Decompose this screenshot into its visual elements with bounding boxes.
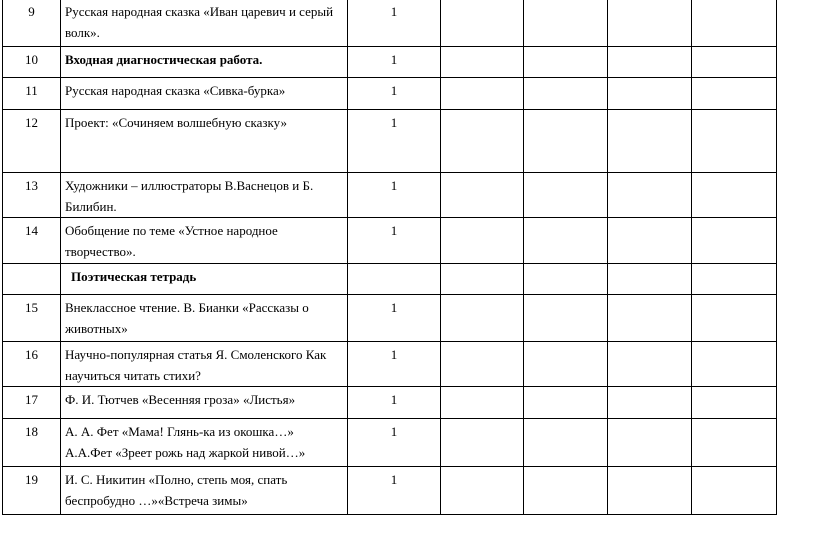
row-title: Входная диагностическая работа. (61, 47, 348, 78)
row-title: Научно-популярная статья Я. Смоленского Как научиться читать стихи? (61, 342, 348, 387)
row-title: Русская народная сказка «Сивка-бурка» (61, 78, 348, 110)
empty-cell (608, 295, 692, 342)
empty-cell (692, 218, 777, 264)
empty-cell (441, 173, 524, 218)
empty-cell (608, 47, 692, 78)
row-title: Ф. И. Тютчев «Весенняя гроза» «Листья» (61, 387, 348, 419)
empty-cell (441, 78, 524, 110)
empty-cell (692, 467, 777, 515)
empty-cell (692, 295, 777, 342)
row-hours: 1 (348, 110, 441, 173)
empty-cell (608, 78, 692, 110)
row-number: 15 (3, 295, 61, 342)
row-title: Внеклассное чтение. В. Бианки «Рассказы о животных» (61, 295, 348, 342)
row-hours: 1 (348, 0, 441, 47)
empty-cell (608, 387, 692, 419)
empty-cell (524, 110, 608, 173)
empty-cell (524, 78, 608, 110)
table-row (3, 78, 777, 110)
table-row (3, 110, 777, 173)
row-number: 14 (3, 218, 61, 264)
empty-cell (608, 110, 692, 173)
table-row (3, 218, 777, 264)
row-title: Обобщение по теме «Устное народное творчество». (61, 218, 348, 264)
empty-cell (692, 264, 777, 295)
empty-cell (692, 78, 777, 110)
table-body (3, 0, 777, 515)
table-row (3, 467, 777, 515)
empty-cell (524, 47, 608, 78)
row-title: Проект: «Сочиняем волшебную сказку» (61, 110, 348, 173)
row-title: Художники – иллюстраторы В.Васнецов и Б. Билибин. (61, 173, 348, 218)
empty-cell (608, 342, 692, 387)
empty-cell (608, 264, 692, 295)
empty-cell (441, 0, 524, 47)
empty-cell (524, 295, 608, 342)
table-row (3, 419, 777, 467)
row-number: 19 (3, 467, 61, 515)
empty-cell (441, 110, 524, 173)
row-title: Поэтическая тетрадь (61, 264, 348, 295)
empty-cell (692, 419, 777, 467)
row-title: И. С. Никитин «Полно, степь моя, спать беспробудно …»«Встреча зимы» (61, 467, 348, 515)
table-row (3, 0, 777, 47)
row-number: 17 (3, 387, 61, 419)
empty-cell (441, 295, 524, 342)
row-number: 13 (3, 173, 61, 218)
empty-cell (524, 419, 608, 467)
row-number: 16 (3, 342, 61, 387)
section-row (3, 264, 777, 295)
empty-cell (441, 264, 524, 295)
row-number: 11 (3, 78, 61, 110)
row-hours: 1 (348, 295, 441, 342)
row-hours: 1 (348, 387, 441, 419)
empty-cell (692, 173, 777, 218)
row-title: Русская народная сказка «Иван царевич и серый волк». (61, 0, 348, 47)
empty-cell (524, 0, 608, 47)
empty-cell (692, 47, 777, 78)
empty-cell (441, 342, 524, 387)
empty-cell (692, 110, 777, 173)
empty-cell (608, 0, 692, 47)
row-hours: 1 (348, 173, 441, 218)
empty-cell (441, 467, 524, 515)
table-row (3, 47, 777, 78)
empty-cell (608, 467, 692, 515)
empty-cell (524, 467, 608, 515)
table-row (3, 342, 777, 387)
empty-cell (608, 419, 692, 467)
empty-cell (692, 342, 777, 387)
empty-cell (692, 0, 777, 47)
empty-cell (441, 419, 524, 467)
empty-cell (608, 173, 692, 218)
empty-cell (441, 218, 524, 264)
row-hours (348, 264, 441, 295)
row-hours: 1 (348, 342, 441, 387)
table-row (3, 295, 777, 342)
empty-cell (608, 218, 692, 264)
row-hours: 1 (348, 47, 441, 78)
row-number: 10 (3, 47, 61, 78)
empty-cell (524, 342, 608, 387)
empty-cell (524, 264, 608, 295)
table-row (3, 387, 777, 419)
empty-cell (441, 387, 524, 419)
row-number: 9 (3, 0, 61, 47)
empty-cell (524, 218, 608, 264)
lesson-plan-table (2, 0, 777, 515)
empty-cell (524, 387, 608, 419)
row-hours: 1 (348, 218, 441, 264)
row-hours: 1 (348, 78, 441, 110)
empty-cell (441, 47, 524, 78)
empty-cell (524, 173, 608, 218)
row-title: А. А. Фет «Мама! Глянь-ка из окошка…» А.А.Фет «Зреет рожь над жаркой нивой…» (61, 419, 348, 467)
row-hours: 1 (348, 467, 441, 515)
row-number: 12 (3, 110, 61, 173)
row-hours: 1 (348, 419, 441, 467)
table-row (3, 173, 777, 218)
empty-cell (692, 387, 777, 419)
row-number (3, 264, 61, 295)
row-number: 18 (3, 419, 61, 467)
